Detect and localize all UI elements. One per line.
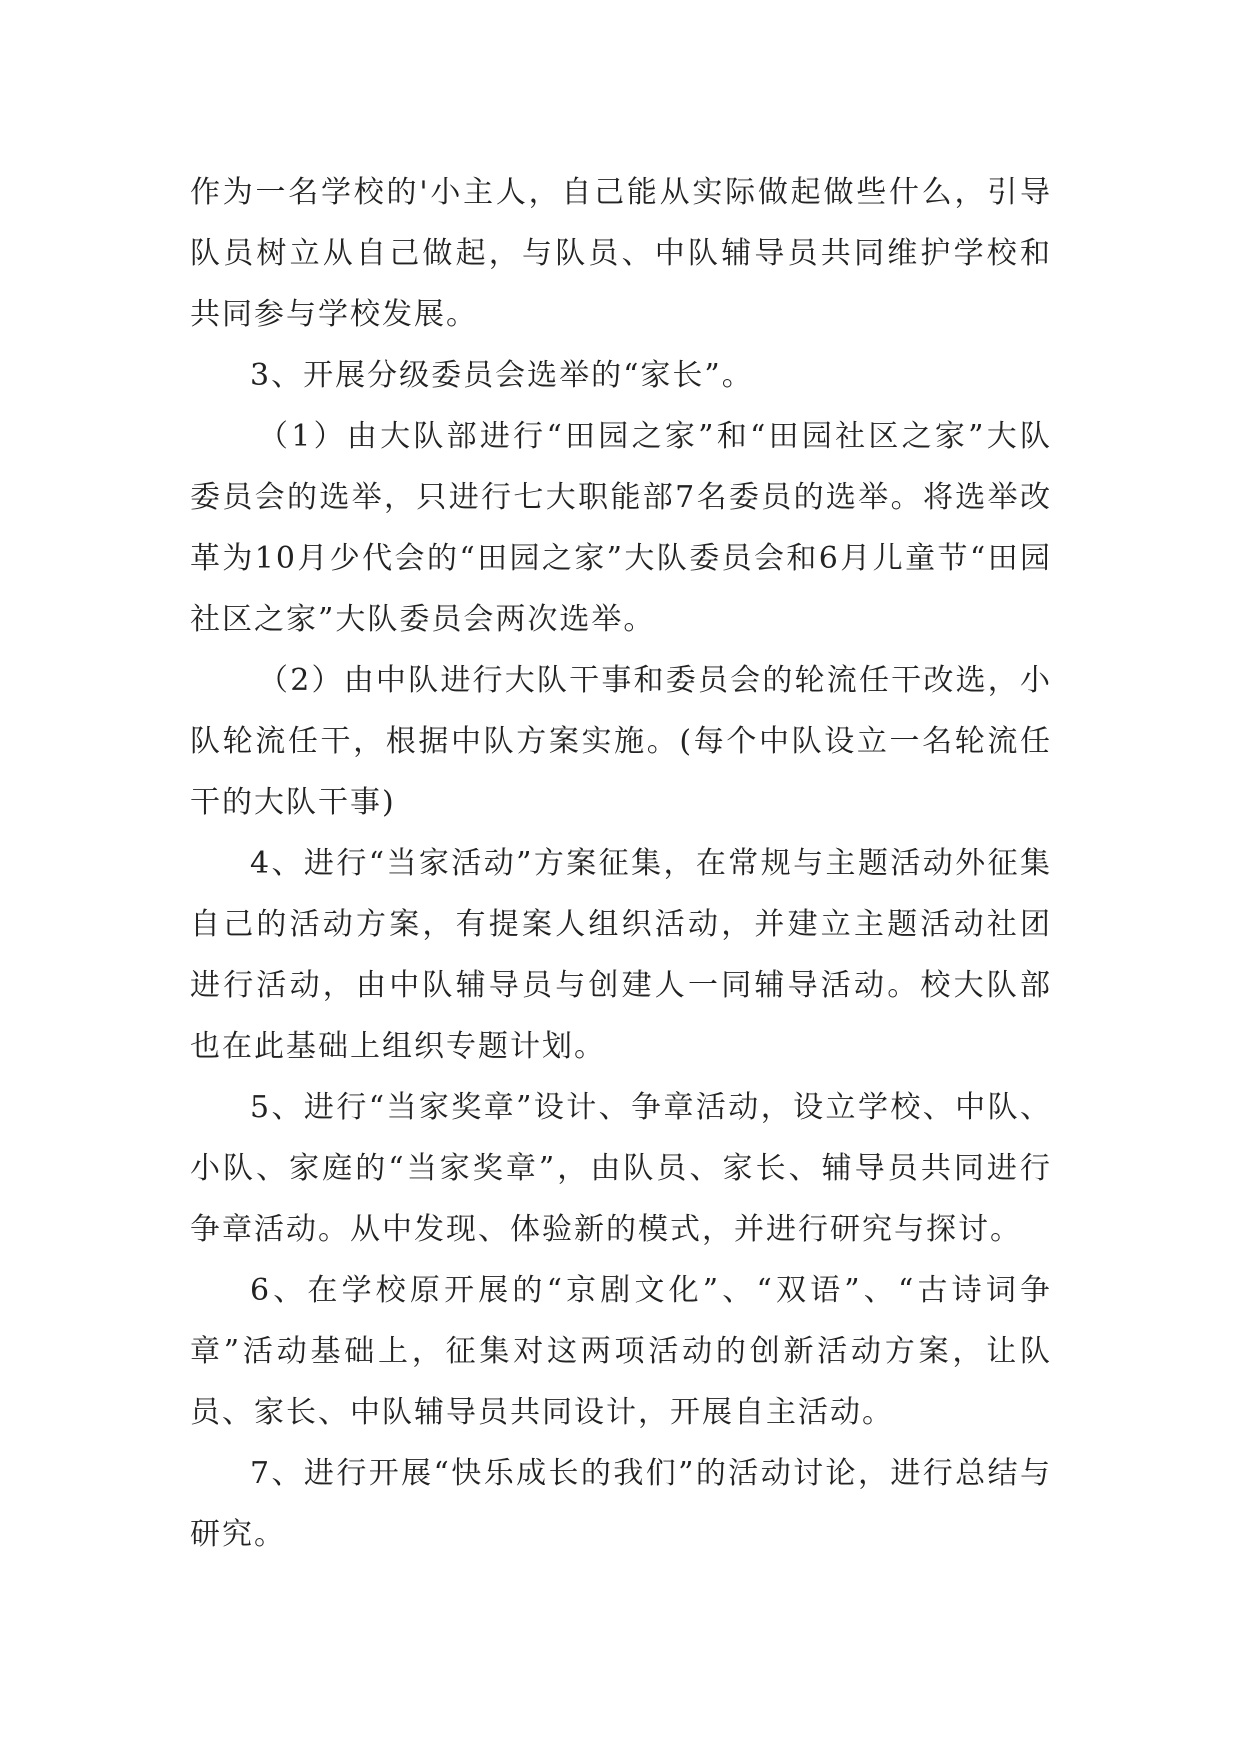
paragraph-item-5: 5、进行“当家奖章”设计、争章活动，设立学校、中队、小队、家庭的“当家奖章”，由队员、家长、辅导员共同进行争章活动。从中发现、体验新的模式，并进行研究与探讨。	[190, 1090, 1052, 1247]
paragraph-item-4: 4、进行“当家活动”方案征集，在常规与主题活动外征集自己的活动方案，有提案人组织活动，并建立主题活动社团进行活动，由中队辅导员与创建人一同辅导活动。校大队部也在此基础上组织专题计划。	[190, 846, 1052, 1064]
document-body	[190, 162, 1052, 1565]
paragraph-item-3-1: （1）由大队部进行“田园之家”和“田园社区之家”大队委员会的选举，只进行七大职能部7名委员的选举。将选举改革为10月少代会的“田园之家”大队委员会和6月儿童节“田园社区之家”大队委员会两次选举。	[190, 419, 1052, 637]
paragraph-item-6: 6、在学校原开展的“京剧文化”、“双语”、“古诗词争章”活动基础上，征集对这两项活动的创新活动方案，让队员、家长、中队辅导员共同设计，开展自主活动。	[190, 1273, 1052, 1430]
paragraph-continuation: 作为一名学校的'小主人，自己能从实际做起做些什么，引导队员树立从自己做起，与队员、中队辅导员共同维护学校和共同参与学校发展。	[190, 175, 1052, 332]
paragraph-item-3: 3、开展分级委员会选举的“家长”。	[250, 358, 754, 393]
paragraph-item-3-2: （2）由中队进行大队干事和委员会的轮流任干改选，小队轮流任干，根据中队方案实施。(每个中队设立一名轮流任干的大队干事)	[190, 663, 1052, 820]
paragraph-item-7: 7、进行开展“快乐成长的我们”的活动讨论，进行总结与研究。	[190, 1456, 1052, 1552]
